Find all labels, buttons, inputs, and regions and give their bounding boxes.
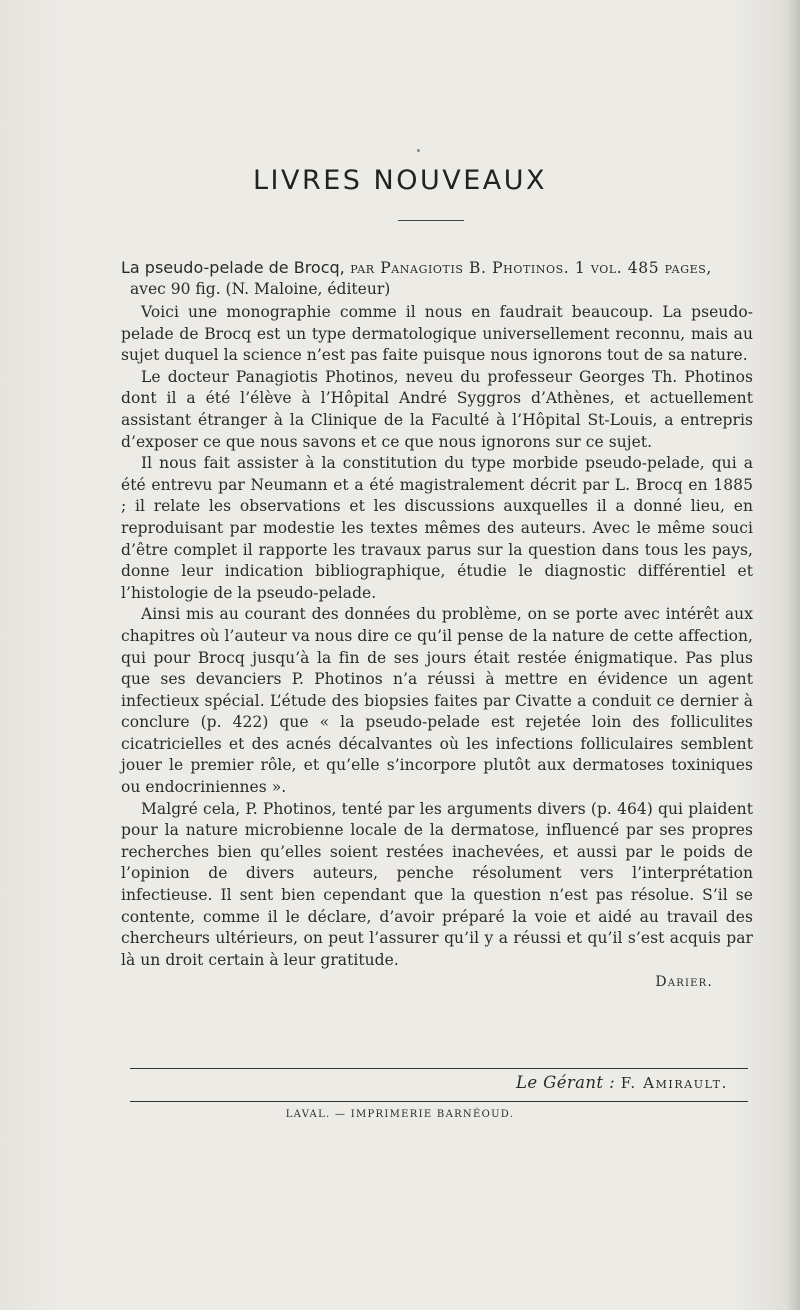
gerant-line xyxy=(130,1073,728,1092)
book-title: La pseudo-pelade de Brocq, xyxy=(121,258,345,277)
printer-imprint: LAVAL. — IMPRIMERIE BARNÉOUD. xyxy=(285,1109,515,1120)
ink-speck xyxy=(417,149,420,152)
footer-rule-bottom xyxy=(130,1101,748,1102)
review-article xyxy=(121,257,753,993)
book-reference-details: par Panagiotis B. Photinos. 1 vol. 485 pages, xyxy=(344,259,712,277)
author-signature: Darier. xyxy=(655,974,713,991)
book-reference xyxy=(121,257,753,279)
paragraph: Ainsi mis au courant des données du problème, on se porte avec intérêt aux chapitres où l’auteur va nous dire ce qu’il pense de la nature de cette affection, qui pour Brocq jusqu’à la fin de ses jours était restée énigmatique. Pas plus que ses devanciers P. Photinos n’a réussi à mettre en évidence un agent infectieux spécial. L’étude des biopsies faites par Civatte a conduit ce dernier à conclure (p. 422) que « la pseudo-pelade est rejetée loin des folliculites cicatricielles et des acnés décalvantes où les infections folliculaires semblent jouer le premier rôle, et qu’elle s’incorpore plutôt aux dermatoses toxiniques ou endocriniennes ». xyxy=(121,605,753,797)
book-reference-publisher: avec 90 fig. (N. Maloine, éditeur) xyxy=(130,280,391,298)
section-heading: LIVRES NOUVEAUX xyxy=(253,165,547,196)
paragraph: Malgré cela, P. Photinos, tenté par les arguments divers (p. 464) qui plaident pour la nature microbienne locale de la dermatose, influencé par ses propres recherches bien qu’elles soient restées inachevées, et aussi par le poids de l’opinion de divers auteurs, penche résolument vers l’interprétation infectieuse. Il sent bien cependant que la question n’est pas résolue. S’il se contente, comme il le déclare, d’avoir préparé la voie et aidé au travail des chercheurs ultérieurs, on peut l’assurer qu’il y a réussi et qu’il s’est acquis par là un droit certain à leur gratitude. xyxy=(121,799,753,969)
footer-rule-top xyxy=(130,1068,748,1069)
paragraph: Il nous fait assister à la constitution du type morbide pseudo-pelade, qui a été entrevu par Neumann et a été magistralement décrit par L. Brocq en 1885 ; il relate les observations et les discussions auxquelles il a donné lieu, en reproduisant par modestie les textes mêmes des auteurs. Avec le même souci d’être complet il rapporte les travaux parus sur la question dans tous les pays, donne leur indication bibliographique, étudie le diagnostic différentiel et l’histologie de la pseudo-pelade. xyxy=(121,454,753,602)
heading-rule xyxy=(398,220,464,221)
paragraph: Voici une monographie comme il nous en faudrait beaucoup. La pseudo-pelade de Brocq est un type dermatologique universellement reconnu, mais au sujet duquel la science n’est pas faite puisque nous ignorons tout de sa nature. xyxy=(121,303,753,365)
paragraph: Le docteur Panagiotis Photinos, neveu du professeur Georges Th. Photinos dont il a été l’élève à l’Hôpital André Syggros d’Athènes, et actuellement assistant étranger à la Clinique de la Faculté à l’Hôpital St-Louis, a entrepris d’exposer ce que nous savons et ce que nous ignorons sur ce sujet. xyxy=(121,367,753,451)
gerant-label: Le Gérant : xyxy=(515,1073,616,1092)
gerant-name: F. Amirault. xyxy=(620,1074,728,1092)
